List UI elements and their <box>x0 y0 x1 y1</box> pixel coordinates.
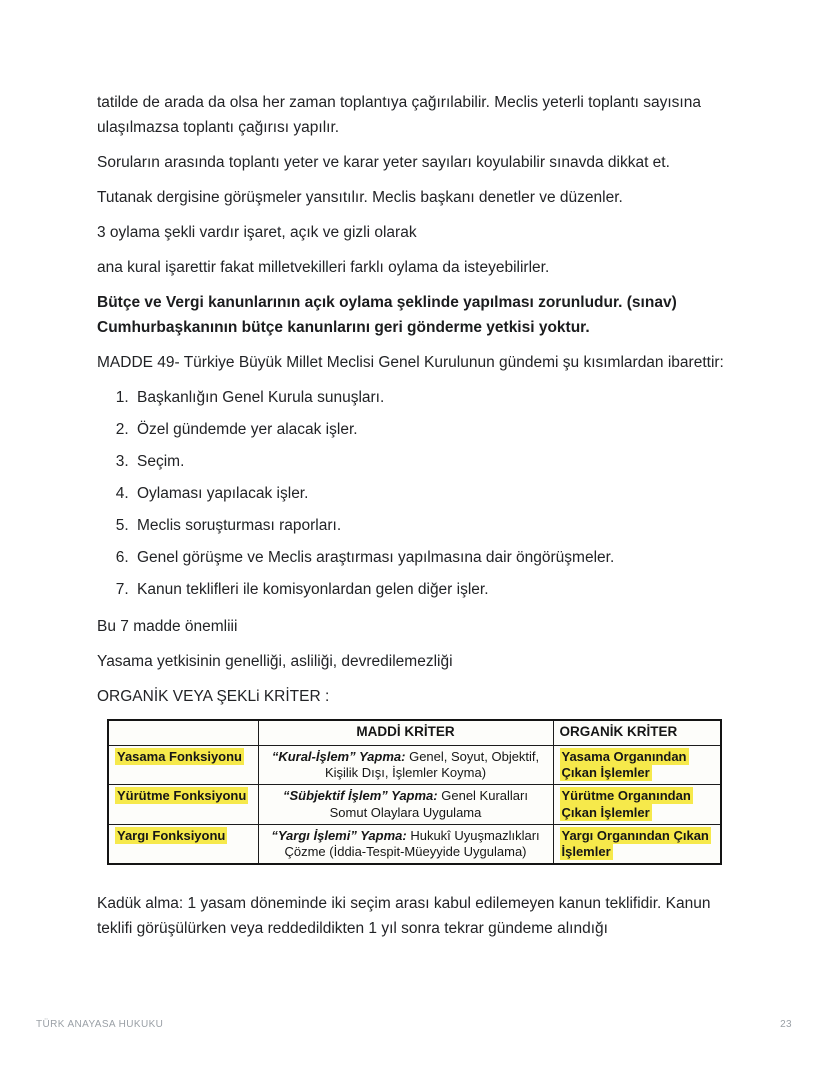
paragraph-madde-49: MADDE 49- Türkiye Büyük Millet Meclisi Genel Kurulunun gündemi şu kısımlardan ibarettir: <box>97 354 724 371</box>
row-label-cell <box>108 785 258 825</box>
highlighted-label: Yargı Fonksiyonu <box>117 827 226 843</box>
maddi-kriter-cell <box>258 745 553 785</box>
agenda-item-2: 2. Özel gündemde yer alacak işler. <box>133 417 731 442</box>
table-header-maddi-kriter: MADDİ KRİTER <box>258 720 553 745</box>
paragraph-yasama-yetkisi: Yasama yetkisinin genelliği, asliliği, devredilemezliği <box>97 653 453 670</box>
agenda-item-7: 7. Kanun teklifleri ile komisyonlardan gelen diğer işler. <box>133 577 731 602</box>
heading-organik-sekli-kriter: ORGANİK VEYA ŞEKLi KRİTER : <box>97 688 330 705</box>
table-header-row <box>108 720 721 745</box>
document-content <box>97 90 731 951</box>
organik-kriter-cell <box>553 824 721 864</box>
highlighted-organik-text: Yargı Organından Çıkan İşlemler <box>561 827 709 860</box>
paragraph-tutanak-dergisi: Tutanak dergisine görüşmeler yansıtılır. Meclis başkanı denetler ve düzenler. <box>97 189 623 206</box>
page-footer <box>36 1019 792 1030</box>
table-header-empty-cell <box>108 720 258 745</box>
maddi-lead-text: “Sübjektif İşlem” Yapma: <box>283 788 438 804</box>
row-label-cell <box>108 745 258 785</box>
paragraph-oylama-sekilleri: 3 oylama şekli vardır işaret, açık ve gizli olarak <box>97 224 417 241</box>
table-row-yurutme <box>108 785 721 825</box>
agenda-list <box>97 385 731 602</box>
highlighted-label: Yasama Fonksiyonu <box>117 748 242 764</box>
row-label-cell <box>108 824 258 864</box>
maddi-rest-text: Genel, Soyut, Objektif, Kişilik Dışı, İşlemler Koyma) <box>324 748 540 781</box>
paragraph-sorular-uyari: Soruların arasında toplantı yeter ve karar yeter sayıları koyulabilir sınavda dikkat et. <box>97 154 670 171</box>
maddi-kriter-cell <box>258 824 553 864</box>
maddi-rest-text: Genel Kuralları Somut Olaylara Uygulama <box>329 788 528 820</box>
paragraph-kaduk-alma: Kadük alma: 1 yasam döneminde iki seçim arası kabul edilemeyen kanun teklifidir. Kanun teklifi görüşülürken veya reddedildikten 1 yıl sonra tekrar gündeme alındığı <box>97 895 711 938</box>
highlighted-label: Yürütme Fonksiyonu <box>117 788 247 804</box>
organik-kriter-cell <box>553 785 721 825</box>
table-row-yargi <box>108 824 721 864</box>
organik-kriter-cell <box>553 745 721 785</box>
paragraph-bu-7-madde: Bu 7 madde önemliii <box>97 618 238 635</box>
table-row-yasama <box>108 745 721 785</box>
table-header-organik-kriter: ORGANİK KRİTER <box>553 720 721 745</box>
page-number: 23 <box>780 1019 792 1030</box>
paragraph-butce-vergi-bold: Bütçe ve Vergi kanunlarının açık oylama şeklinde yapılması zorunludur. (sınav) Cumhurbaşkanının bütçe kanunlarını geri gönderme yetkisi yoktur. <box>97 294 677 336</box>
highlighted-organik-text: Yasama Organından Çıkan İşlemler <box>561 748 687 781</box>
agenda-item-3: 3. Seçim. <box>133 449 731 474</box>
maddi-kriter-cell <box>258 785 553 825</box>
maddi-lead-text: “Yargı İşlemi” Yapma: <box>271 827 407 843</box>
agenda-item-1: 1. Başkanlığın Genel Kurula sunuşları. <box>133 385 731 410</box>
agenda-item-5: 5. Meclis soruşturması raporları. <box>133 513 731 538</box>
agenda-item-4: 4. Oylaması yapılacak işler. <box>133 481 731 506</box>
paragraph-toplanti-cagrisi: tatilde de arada da olsa her zaman toplantıya çağırılabilir. Meclis yeterli toplantı sayısına ulaşılmazsa toplantı çağırısı yapılır. <box>97 94 701 136</box>
maddi-rest-text: Hukukî Uyuşmazlıkları Çözme (İddia-Tespit-Müeyyide Uygulama) <box>284 827 540 860</box>
agenda-item-6: 6. Genel görüşme ve Meclis araştırması yapılmasına dair öngörüşmeler. <box>133 545 731 570</box>
maddi-lead-text: “Kural-İşlem” Yapma: <box>271 748 406 764</box>
footer-book-title: TÜRK ANAYASA HUKUKU <box>36 1019 164 1030</box>
highlighted-organik-text: Yürütme Organından Çıkan İşlemler <box>561 788 691 820</box>
paragraph-ana-kural: ana kural işarettir fakat milletvekilleri farklı oylama da isteyebilirler. <box>97 259 550 276</box>
kriter-table <box>107 719 722 865</box>
